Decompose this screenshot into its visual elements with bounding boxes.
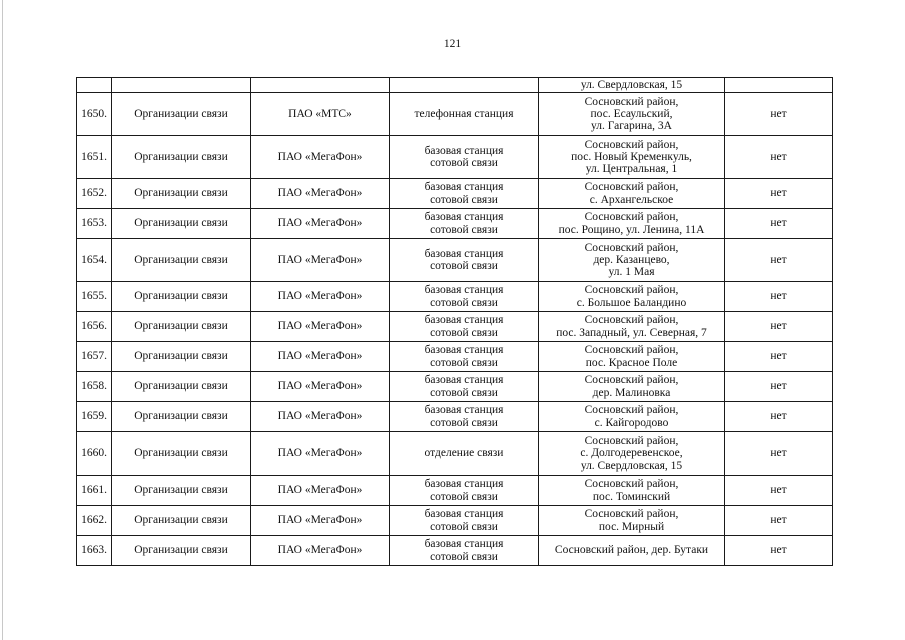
flag-cell: нет [725, 372, 833, 402]
object-cell: базовая станция сотовой связи [390, 239, 539, 282]
category-cell: Организации связи [112, 209, 251, 239]
table-row [77, 372, 833, 402]
address-cell: Сосновский район, с. Кайгородово [539, 402, 725, 432]
category-cell: Организации связи [112, 536, 251, 566]
address-cell: Сосновский район, дер. Казанцево, ул. 1 Мая [539, 239, 725, 282]
address-cell: Сосновский район, пос. Красное Поле [539, 342, 725, 372]
registry-table [76, 77, 833, 566]
flag-cell: нет [725, 239, 833, 282]
operator-cell: ПАО «МегаФон» [251, 342, 390, 372]
address-cell: Сосновский район, пос. Рощино, ул. Ленина, 11А [539, 209, 725, 239]
category-cell: Организации связи [112, 506, 251, 536]
category-cell: Организации связи [112, 136, 251, 179]
row-number-cell: 1653. [77, 209, 112, 239]
row-number-cell: 1654. [77, 239, 112, 282]
row-number-cell: 1663. [77, 536, 112, 566]
object-cell: базовая станция сотовой связи [390, 179, 539, 209]
object-cell [390, 78, 539, 93]
table-row [77, 402, 833, 432]
row-number-cell: 1652. [77, 179, 112, 209]
object-cell: базовая станция сотовой связи [390, 282, 539, 312]
category-cell: Организации связи [112, 372, 251, 402]
address-cell: Сосновский район, с. Архангельское [539, 179, 725, 209]
flag-cell: нет [725, 432, 833, 476]
table-row [77, 432, 833, 476]
operator-cell: ПАО «МегаФон» [251, 432, 390, 476]
object-cell: базовая станция сотовой связи [390, 342, 539, 372]
row-number-cell: 1651. [77, 136, 112, 179]
flag-cell: нет [725, 342, 833, 372]
object-cell: базовая станция сотовой связи [390, 372, 539, 402]
row-number-cell: 1662. [77, 506, 112, 536]
object-cell: базовая станция сотовой связи [390, 136, 539, 179]
flag-cell: нет [725, 282, 833, 312]
address-cell: Сосновский район, пос. Томинский [539, 476, 725, 506]
address-cell: Сосновский район, пос. Западный, ул. Северная, 7 [539, 312, 725, 342]
row-number-cell [77, 78, 112, 93]
table-row [77, 342, 833, 372]
flag-cell [725, 78, 833, 93]
row-number-cell: 1658. [77, 372, 112, 402]
operator-cell: ПАО «МегаФон» [251, 372, 390, 402]
object-cell: базовая станция сотовой связи [390, 506, 539, 536]
operator-cell [251, 78, 390, 93]
operator-cell: ПАО «МегаФон» [251, 402, 390, 432]
object-cell: базовая станция сотовой связи [390, 402, 539, 432]
category-cell: Организации связи [112, 342, 251, 372]
flag-cell: нет [725, 136, 833, 179]
flag-cell: нет [725, 506, 833, 536]
category-cell: Организации связи [112, 282, 251, 312]
row-number-cell: 1656. [77, 312, 112, 342]
operator-cell: ПАО «МегаФон» [251, 476, 390, 506]
table-row [77, 136, 833, 179]
operator-cell: ПАО «МегаФон» [251, 239, 390, 282]
flag-cell: нет [725, 476, 833, 506]
object-cell: базовая станция сотовой связи [390, 476, 539, 506]
table-row [77, 536, 833, 566]
row-number-cell: 1660. [77, 432, 112, 476]
address-cell: ул. Свердловская, 15 [539, 78, 725, 93]
address-cell: Сосновский район, пос. Новый Кременкуль, ул. Центральная, 1 [539, 136, 725, 179]
address-cell: Сосновский район, пос. Мирный [539, 506, 725, 536]
table-row [77, 476, 833, 506]
flag-cell: нет [725, 402, 833, 432]
flag-cell: нет [725, 536, 833, 566]
operator-cell: ПАО «МТС» [251, 93, 390, 136]
address-cell: Сосновский район, дер. Бутаки [539, 536, 725, 566]
category-cell: Организации связи [112, 402, 251, 432]
category-cell [112, 78, 251, 93]
operator-cell: ПАО «МегаФон» [251, 312, 390, 342]
row-number-cell: 1657. [77, 342, 112, 372]
object-cell: отделение связи [390, 432, 539, 476]
table-row [77, 312, 833, 342]
continuation-row [77, 78, 833, 93]
category-cell: Организации связи [112, 239, 251, 282]
object-cell: базовая станция сотовой связи [390, 312, 539, 342]
category-cell: Организации связи [112, 432, 251, 476]
table-row [77, 282, 833, 312]
operator-cell: ПАО «МегаФон» [251, 282, 390, 312]
table-row [77, 506, 833, 536]
page-left-edge [2, 0, 3, 640]
address-cell: Сосновский район, пос. Есаульский, ул. Гагарина, 3А [539, 93, 725, 136]
operator-cell: ПАО «МегаФон» [251, 209, 390, 239]
flag-cell: нет [725, 93, 833, 136]
table-row [77, 93, 833, 136]
category-cell: Организации связи [112, 93, 251, 136]
flag-cell: нет [725, 179, 833, 209]
table-row [77, 179, 833, 209]
page-number: 121 [443, 38, 462, 50]
row-number-cell: 1659. [77, 402, 112, 432]
address-cell: Сосновский район, с. Большое Баландино [539, 282, 725, 312]
operator-cell: ПАО «МегаФон» [251, 136, 390, 179]
operator-cell: ПАО «МегаФон» [251, 506, 390, 536]
registry-table-body [77, 78, 833, 566]
operator-cell: ПАО «МегаФон» [251, 536, 390, 566]
object-cell: базовая станция сотовой связи [390, 536, 539, 566]
row-number-cell: 1661. [77, 476, 112, 506]
category-cell: Организации связи [112, 312, 251, 342]
table-row [77, 209, 833, 239]
table-row [77, 239, 833, 282]
flag-cell: нет [725, 312, 833, 342]
address-cell: Сосновский район, дер. Малиновка [539, 372, 725, 402]
object-cell: телефонная станция [390, 93, 539, 136]
flag-cell: нет [725, 209, 833, 239]
operator-cell: ПАО «МегаФон» [251, 179, 390, 209]
object-cell: базовая станция сотовой связи [390, 209, 539, 239]
row-number-cell: 1650. [77, 93, 112, 136]
address-cell: Сосновский район, с. Долгодеревенское, ул. Свердловская, 15 [539, 432, 725, 476]
category-cell: Организации связи [112, 179, 251, 209]
row-number-cell: 1655. [77, 282, 112, 312]
category-cell: Организации связи [112, 476, 251, 506]
